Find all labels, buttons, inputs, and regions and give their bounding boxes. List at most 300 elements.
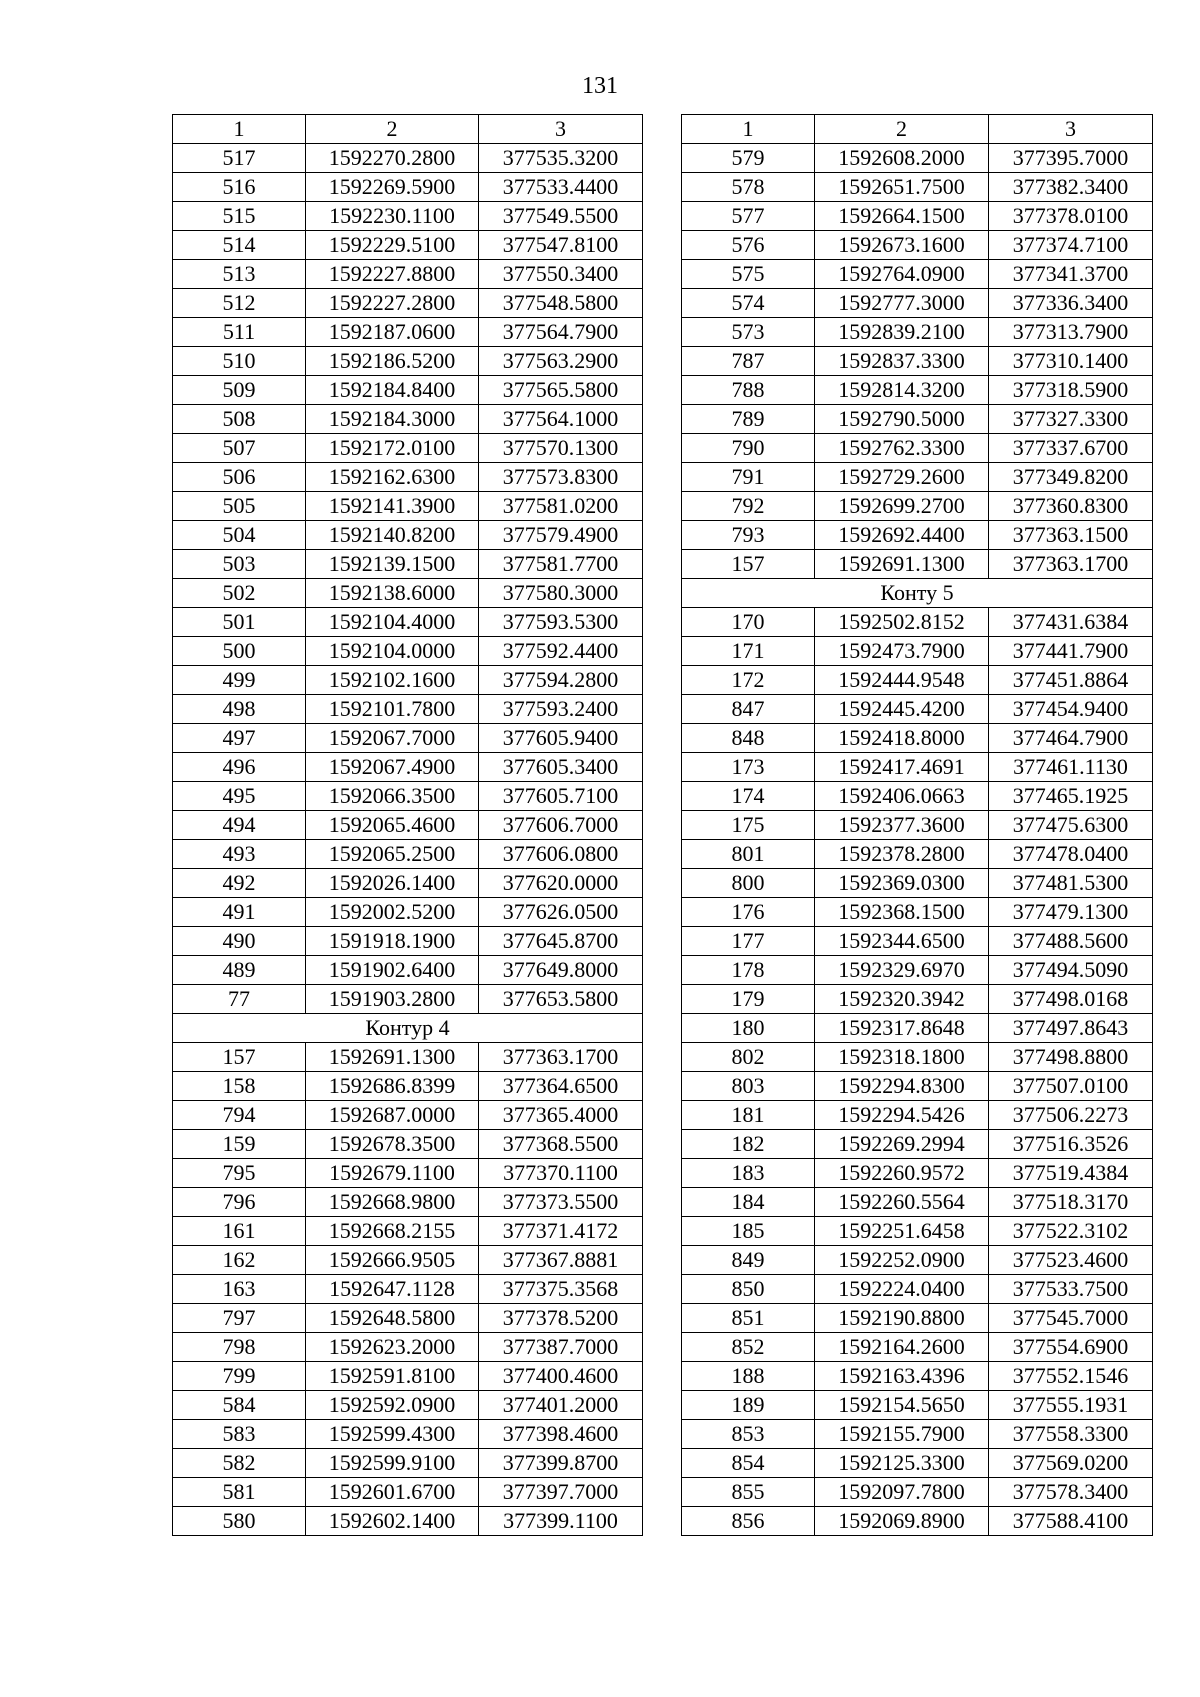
x-coordinate-cell: 1592368.1500 [815, 898, 989, 927]
x-coordinate-cell: 1592329.6970 [815, 956, 989, 985]
x-coordinate-cell: 1592473.7900 [815, 637, 989, 666]
y-coordinate-cell: 377397.7000 [479, 1478, 643, 1507]
point-number-cell: 505 [173, 492, 306, 521]
y-coordinate-cell: 377519.4384 [989, 1159, 1153, 1188]
table-row [682, 521, 1153, 550]
point-number-cell: 182 [682, 1130, 815, 1159]
table-row [173, 724, 643, 753]
point-number-cell: 157 [682, 550, 815, 579]
point-number-cell: 576 [682, 231, 815, 260]
table-row [682, 869, 1153, 898]
x-coordinate-cell: 1591903.2800 [306, 985, 479, 1014]
point-number-cell: 189 [682, 1391, 815, 1420]
y-coordinate-cell: 377399.1100 [479, 1507, 643, 1536]
table-row [173, 1478, 643, 1507]
point-number-cell: 500 [173, 637, 306, 666]
y-coordinate-cell: 377370.1100 [479, 1159, 643, 1188]
y-coordinate-cell: 377336.3400 [989, 289, 1153, 318]
y-coordinate-cell: 377578.3400 [989, 1478, 1153, 1507]
x-coordinate-cell: 1592777.3000 [815, 289, 989, 318]
point-number-cell: 185 [682, 1217, 815, 1246]
x-coordinate-cell: 1592601.6700 [306, 1478, 479, 1507]
point-number-cell: 791 [682, 463, 815, 492]
table-row [682, 811, 1153, 840]
point-number-cell: 177 [682, 927, 815, 956]
y-coordinate-cell: 377341.3700 [989, 260, 1153, 289]
x-coordinate-cell: 1592764.0900 [815, 260, 989, 289]
point-number-cell: 498 [173, 695, 306, 724]
y-coordinate-cell: 377533.7500 [989, 1275, 1153, 1304]
point-number-cell: 172 [682, 666, 815, 695]
table-row [173, 1449, 643, 1478]
point-number-cell: 787 [682, 347, 815, 376]
y-coordinate-cell: 377580.3000 [479, 579, 643, 608]
point-number-cell: 494 [173, 811, 306, 840]
point-number-cell: 158 [173, 1072, 306, 1101]
y-coordinate-cell: 377371.4172 [479, 1217, 643, 1246]
x-coordinate-cell: 1592186.5200 [306, 347, 479, 376]
x-coordinate-cell: 1592686.8399 [306, 1072, 479, 1101]
coordinates-table-right [681, 114, 1153, 1536]
table-row [682, 1478, 1153, 1507]
y-coordinate-cell: 377581.0200 [479, 492, 643, 521]
x-coordinate-cell: 1592184.3000 [306, 405, 479, 434]
y-coordinate-cell: 377349.8200 [989, 463, 1153, 492]
table-row [173, 1507, 643, 1536]
y-coordinate-cell: 377378.0100 [989, 202, 1153, 231]
y-coordinate-cell: 377523.4600 [989, 1246, 1153, 1275]
header-row [682, 115, 1153, 144]
table-row [173, 521, 643, 550]
point-number-cell: 848 [682, 724, 815, 753]
point-number-cell: 849 [682, 1246, 815, 1275]
point-number-cell: 850 [682, 1275, 815, 1304]
y-coordinate-cell: 377478.0400 [989, 840, 1153, 869]
point-number-cell: 796 [173, 1188, 306, 1217]
y-coordinate-cell: 377488.5600 [989, 927, 1153, 956]
column-header: 2 [815, 115, 989, 144]
y-coordinate-cell: 377494.5090 [989, 956, 1153, 985]
x-coordinate-cell: 1592190.8800 [815, 1304, 989, 1333]
table-row [682, 1159, 1153, 1188]
x-coordinate-cell: 1592026.1400 [306, 869, 479, 898]
table-row [682, 1304, 1153, 1333]
point-number-cell: 180 [682, 1014, 815, 1043]
table-row [173, 753, 643, 782]
point-number-cell: 803 [682, 1072, 815, 1101]
table-row [173, 840, 643, 869]
point-number-cell: 159 [173, 1130, 306, 1159]
point-number-cell: 789 [682, 405, 815, 434]
section-row [173, 1014, 643, 1043]
point-number-cell: 508 [173, 405, 306, 434]
table-row [173, 144, 643, 173]
x-coordinate-cell: 1592172.0100 [306, 434, 479, 463]
y-coordinate-cell: 377645.8700 [479, 927, 643, 956]
table-row [173, 434, 643, 463]
point-number-cell: 511 [173, 318, 306, 347]
y-coordinate-cell: 377465.1925 [989, 782, 1153, 811]
y-coordinate-cell: 377588.4100 [989, 1507, 1153, 1536]
x-coordinate-cell: 1592187.0600 [306, 318, 479, 347]
point-number-cell: 792 [682, 492, 815, 521]
coordinates-table-left-body [173, 115, 643, 1536]
y-coordinate-cell: 377606.0800 [479, 840, 643, 869]
table-row [173, 1217, 643, 1246]
y-coordinate-cell: 377555.1931 [989, 1391, 1153, 1420]
point-number-cell: 175 [682, 811, 815, 840]
point-number-cell: 793 [682, 521, 815, 550]
table-row [173, 666, 643, 695]
point-number-cell: 491 [173, 898, 306, 927]
x-coordinate-cell: 1592252.0900 [815, 1246, 989, 1275]
table-row [682, 1362, 1153, 1391]
table-row [682, 985, 1153, 1014]
x-coordinate-cell: 1592648.5800 [306, 1304, 479, 1333]
y-coordinate-cell: 377506.2273 [989, 1101, 1153, 1130]
point-number-cell: 581 [173, 1478, 306, 1507]
table-row [682, 1014, 1153, 1043]
x-coordinate-cell: 1592270.2800 [306, 144, 479, 173]
x-coordinate-cell: 1592666.9505 [306, 1246, 479, 1275]
table-row [173, 347, 643, 376]
x-coordinate-cell: 1592418.8000 [815, 724, 989, 753]
x-coordinate-cell: 1592837.3300 [815, 347, 989, 376]
point-number-cell: 493 [173, 840, 306, 869]
point-number-cell: 171 [682, 637, 815, 666]
point-number-cell: 77 [173, 985, 306, 1014]
point-number-cell: 183 [682, 1159, 815, 1188]
y-coordinate-cell: 377605.7100 [479, 782, 643, 811]
x-coordinate-cell: 1592762.3300 [815, 434, 989, 463]
x-coordinate-cell: 1592260.9572 [815, 1159, 989, 1188]
x-coordinate-cell: 1592664.1500 [815, 202, 989, 231]
table-row [173, 1304, 643, 1333]
table-row [682, 1420, 1153, 1449]
table-row [682, 1391, 1153, 1420]
y-coordinate-cell: 377545.7000 [989, 1304, 1153, 1333]
x-coordinate-cell: 1592224.0400 [815, 1275, 989, 1304]
table-row [682, 724, 1153, 753]
y-coordinate-cell: 377518.3170 [989, 1188, 1153, 1217]
table-row [173, 173, 643, 202]
point-number-cell: 578 [682, 173, 815, 202]
point-number-cell: 496 [173, 753, 306, 782]
y-coordinate-cell: 377653.5800 [479, 985, 643, 1014]
table-row [173, 782, 643, 811]
y-coordinate-cell: 377564.1000 [479, 405, 643, 434]
y-coordinate-cell: 377451.8864 [989, 666, 1153, 695]
table-row [173, 637, 643, 666]
x-coordinate-cell: 1592369.0300 [815, 869, 989, 898]
y-coordinate-cell: 377547.8100 [479, 231, 643, 260]
x-coordinate-cell: 1592097.7800 [815, 1478, 989, 1507]
x-coordinate-cell: 1592691.1300 [306, 1043, 479, 1072]
y-coordinate-cell: 377481.5300 [989, 869, 1153, 898]
point-number-cell: 173 [682, 753, 815, 782]
y-coordinate-cell: 377570.1300 [479, 434, 643, 463]
x-coordinate-cell: 1592444.9548 [815, 666, 989, 695]
y-coordinate-cell: 377441.7900 [989, 637, 1153, 666]
point-number-cell: 802 [682, 1043, 815, 1072]
coordinates-table-right-body [682, 115, 1153, 1536]
x-coordinate-cell: 1592679.1100 [306, 1159, 479, 1188]
table-row [682, 434, 1153, 463]
table-row [682, 463, 1153, 492]
table-row [173, 695, 643, 724]
y-coordinate-cell: 377522.3102 [989, 1217, 1153, 1246]
y-coordinate-cell: 377365.4000 [479, 1101, 643, 1130]
y-coordinate-cell: 377363.1500 [989, 521, 1153, 550]
point-number-cell: 174 [682, 782, 815, 811]
x-coordinate-cell: 1592668.9800 [306, 1188, 479, 1217]
y-coordinate-cell: 377399.8700 [479, 1449, 643, 1478]
x-coordinate-cell: 1592269.5900 [306, 173, 479, 202]
x-coordinate-cell: 1592678.3500 [306, 1130, 479, 1159]
point-number-cell: 507 [173, 434, 306, 463]
y-coordinate-cell: 377548.5800 [479, 289, 643, 318]
point-number-cell: 798 [173, 1333, 306, 1362]
point-number-cell: 162 [173, 1246, 306, 1275]
table-row [682, 956, 1153, 985]
column-header: 3 [989, 115, 1153, 144]
point-number-cell: 176 [682, 898, 815, 927]
x-coordinate-cell: 1592344.6500 [815, 927, 989, 956]
point-number-cell: 574 [682, 289, 815, 318]
x-coordinate-cell: 1592163.4396 [815, 1362, 989, 1391]
y-coordinate-cell: 377461.1130 [989, 753, 1153, 782]
point-number-cell: 517 [173, 144, 306, 173]
y-coordinate-cell: 377498.0168 [989, 985, 1153, 1014]
x-coordinate-cell: 1592599.4300 [306, 1420, 479, 1449]
table-row [173, 1420, 643, 1449]
x-coordinate-cell: 1592102.1600 [306, 666, 479, 695]
x-coordinate-cell: 1592162.6300 [306, 463, 479, 492]
x-coordinate-cell: 1592599.9100 [306, 1449, 479, 1478]
x-coordinate-cell: 1592269.2994 [815, 1130, 989, 1159]
point-number-cell: 495 [173, 782, 306, 811]
x-coordinate-cell: 1592140.8200 [306, 521, 479, 550]
x-coordinate-cell: 1592227.2800 [306, 289, 479, 318]
point-number-cell: 506 [173, 463, 306, 492]
y-coordinate-cell: 377360.8300 [989, 492, 1153, 521]
x-coordinate-cell: 1592065.4600 [306, 811, 479, 840]
x-coordinate-cell: 1591918.1900 [306, 927, 479, 956]
y-coordinate-cell: 377398.4600 [479, 1420, 643, 1449]
x-coordinate-cell: 1592699.2700 [815, 492, 989, 521]
table-row [682, 1275, 1153, 1304]
point-number-cell: 856 [682, 1507, 815, 1536]
x-coordinate-cell: 1592377.3600 [815, 811, 989, 840]
y-coordinate-cell: 377364.6500 [479, 1072, 643, 1101]
point-number-cell: 514 [173, 231, 306, 260]
y-coordinate-cell: 377533.4400 [479, 173, 643, 202]
table-row [173, 231, 643, 260]
table-row [173, 463, 643, 492]
table-row [682, 1507, 1153, 1536]
y-coordinate-cell: 377387.7000 [479, 1333, 643, 1362]
table-row [173, 985, 643, 1014]
x-coordinate-cell: 1592067.7000 [306, 724, 479, 753]
table-row [173, 1333, 643, 1362]
x-coordinate-cell: 1592591.8100 [306, 1362, 479, 1391]
column-header: 2 [306, 115, 479, 144]
y-coordinate-cell: 377395.7000 [989, 144, 1153, 173]
table-row [682, 318, 1153, 347]
x-coordinate-cell: 1592251.6458 [815, 1217, 989, 1246]
point-number-cell: 584 [173, 1391, 306, 1420]
table-row [173, 1188, 643, 1217]
table-row [173, 1275, 643, 1304]
x-coordinate-cell: 1592067.4900 [306, 753, 479, 782]
x-coordinate-cell: 1592378.2800 [815, 840, 989, 869]
point-number-cell: 573 [682, 318, 815, 347]
table-row [173, 376, 643, 405]
point-number-cell: 794 [173, 1101, 306, 1130]
y-coordinate-cell: 377310.1400 [989, 347, 1153, 376]
y-coordinate-cell: 377554.6900 [989, 1333, 1153, 1362]
y-coordinate-cell: 377337.6700 [989, 434, 1153, 463]
y-coordinate-cell: 377563.2900 [479, 347, 643, 376]
x-coordinate-cell: 1592317.8648 [815, 1014, 989, 1043]
x-coordinate-cell: 1592687.0000 [306, 1101, 479, 1130]
x-coordinate-cell: 1592729.2600 [815, 463, 989, 492]
y-coordinate-cell: 377400.4600 [479, 1362, 643, 1391]
table-row [682, 405, 1153, 434]
x-coordinate-cell: 1592002.5200 [306, 898, 479, 927]
point-number-cell: 490 [173, 927, 306, 956]
x-coordinate-cell: 1592164.2600 [815, 1333, 989, 1362]
x-coordinate-cell: 1592814.3200 [815, 376, 989, 405]
point-number-cell: 501 [173, 608, 306, 637]
table-row [682, 637, 1153, 666]
table-row [173, 405, 643, 434]
point-number-cell: 795 [173, 1159, 306, 1188]
table-row [682, 289, 1153, 318]
point-number-cell: 157 [173, 1043, 306, 1072]
point-number-cell: 502 [173, 579, 306, 608]
point-number-cell: 513 [173, 260, 306, 289]
table-row [173, 811, 643, 840]
table-row [173, 1130, 643, 1159]
section-row [682, 579, 1153, 608]
point-number-cell: 797 [173, 1304, 306, 1333]
x-coordinate-cell: 1591902.6400 [306, 956, 479, 985]
y-coordinate-cell: 377606.7000 [479, 811, 643, 840]
table-row [682, 231, 1153, 260]
y-coordinate-cell: 377327.3300 [989, 405, 1153, 434]
x-coordinate-cell: 1592790.5000 [815, 405, 989, 434]
y-coordinate-cell: 377558.3300 [989, 1420, 1153, 1449]
x-coordinate-cell: 1592141.3900 [306, 492, 479, 521]
point-number-cell: 497 [173, 724, 306, 753]
table-row [682, 666, 1153, 695]
x-coordinate-cell: 1592592.0900 [306, 1391, 479, 1420]
table-row [682, 1043, 1153, 1072]
point-number-cell: 170 [682, 608, 815, 637]
y-coordinate-cell: 377592.4400 [479, 637, 643, 666]
y-coordinate-cell: 377464.7900 [989, 724, 1153, 753]
x-coordinate-cell: 1592294.5426 [815, 1101, 989, 1130]
y-coordinate-cell: 377649.8000 [479, 956, 643, 985]
x-coordinate-cell: 1592101.7800 [306, 695, 479, 724]
x-coordinate-cell: 1592406.0663 [815, 782, 989, 811]
x-coordinate-cell: 1592417.4691 [815, 753, 989, 782]
table-row [682, 898, 1153, 927]
x-coordinate-cell: 1592673.1600 [815, 231, 989, 260]
table-row [682, 347, 1153, 376]
table-row [682, 173, 1153, 202]
y-coordinate-cell: 377516.3526 [989, 1130, 1153, 1159]
table-row [682, 376, 1153, 405]
y-coordinate-cell: 377363.1700 [989, 550, 1153, 579]
column-header: 3 [479, 115, 643, 144]
point-number-cell: 179 [682, 985, 815, 1014]
table-row [173, 898, 643, 927]
table-row [682, 260, 1153, 289]
point-number-cell: 790 [682, 434, 815, 463]
point-number-cell: 188 [682, 1362, 815, 1391]
point-number-cell: 515 [173, 202, 306, 231]
section-title: Конту 5 [682, 579, 1153, 608]
column-header: 1 [173, 115, 306, 144]
x-coordinate-cell: 1592184.8400 [306, 376, 479, 405]
y-coordinate-cell: 377378.5200 [479, 1304, 643, 1333]
x-coordinate-cell: 1592066.3500 [306, 782, 479, 811]
y-coordinate-cell: 377594.2800 [479, 666, 643, 695]
y-coordinate-cell: 377368.5500 [479, 1130, 643, 1159]
y-coordinate-cell: 377318.5900 [989, 376, 1153, 405]
table-row [173, 608, 643, 637]
x-coordinate-cell: 1592602.1400 [306, 1507, 479, 1536]
y-coordinate-cell: 377626.0500 [479, 898, 643, 927]
x-coordinate-cell: 1592502.8152 [815, 608, 989, 637]
point-number-cell: 801 [682, 840, 815, 869]
point-number-cell: 854 [682, 1449, 815, 1478]
point-number-cell: 853 [682, 1420, 815, 1449]
y-coordinate-cell: 377605.9400 [479, 724, 643, 753]
point-number-cell: 510 [173, 347, 306, 376]
x-coordinate-cell: 1592104.0000 [306, 637, 479, 666]
y-coordinate-cell: 377375.3568 [479, 1275, 643, 1304]
x-coordinate-cell: 1592125.3300 [815, 1449, 989, 1478]
table-row [682, 550, 1153, 579]
y-coordinate-cell: 377382.3400 [989, 173, 1153, 202]
table-row [173, 1362, 643, 1391]
table-row [682, 1246, 1153, 1275]
point-number-cell: 492 [173, 869, 306, 898]
point-number-cell: 577 [682, 202, 815, 231]
x-coordinate-cell: 1592691.1300 [815, 550, 989, 579]
x-coordinate-cell: 1592155.7900 [815, 1420, 989, 1449]
x-coordinate-cell: 1592651.7500 [815, 173, 989, 202]
x-coordinate-cell: 1592069.8900 [815, 1507, 989, 1536]
x-coordinate-cell: 1592608.2000 [815, 144, 989, 173]
table-row [173, 869, 643, 898]
y-coordinate-cell: 377363.1700 [479, 1043, 643, 1072]
table-row [173, 1391, 643, 1420]
x-coordinate-cell: 1592623.2000 [306, 1333, 479, 1362]
table-row [682, 840, 1153, 869]
point-number-cell: 489 [173, 956, 306, 985]
table-row [682, 1101, 1153, 1130]
y-coordinate-cell: 377373.5500 [479, 1188, 643, 1217]
point-number-cell: 583 [173, 1420, 306, 1449]
point-number-cell: 163 [173, 1275, 306, 1304]
point-number-cell: 582 [173, 1449, 306, 1478]
x-coordinate-cell: 1592260.5564 [815, 1188, 989, 1217]
y-coordinate-cell: 377550.3400 [479, 260, 643, 289]
